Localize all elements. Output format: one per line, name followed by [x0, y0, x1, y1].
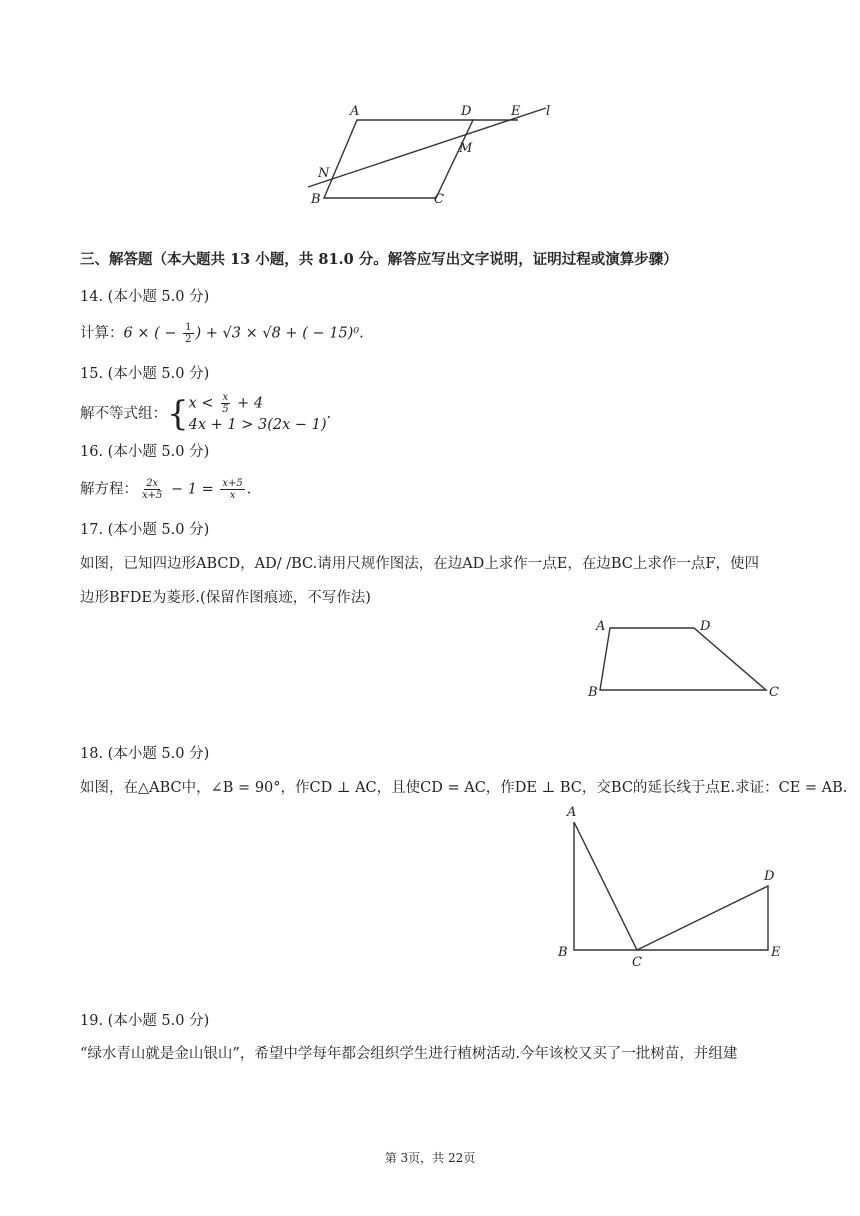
q15-row2: 4x + 1 > 3(2x − 1) [188, 417, 327, 433]
label-D: D [764, 869, 775, 884]
q16-body [80, 478, 251, 501]
q18-line1: 如图，在△ABC中，∠B = 90°，作CD ⊥ AC，且使CD = AC，作DE ⊥ BC，交BC的延长线于点E.求证：CE = AB. [80, 780, 848, 796]
heading-mid: 小题，共 [250, 251, 319, 268]
figure-trapezoid [584, 613, 784, 703]
label-C: C [769, 685, 779, 700]
q14-part2: ) + √3 × √8 + ( − 15)⁰. [195, 325, 364, 342]
label-A: A [567, 805, 577, 820]
q15-row1-den: 5 [222, 404, 229, 415]
label-A: A [596, 619, 606, 634]
section-heading [80, 250, 678, 270]
q16-lhs-num: 2x [146, 478, 159, 489]
figure-triangles [550, 800, 790, 970]
q16-rhs-num: x+5 [222, 478, 243, 489]
label-B: B [588, 685, 598, 700]
figure-parallelogram-line [300, 100, 570, 210]
q16-header: 16. (本小题 5.0 分) [80, 444, 210, 460]
q16-prefix: 解方程： [80, 481, 138, 498]
q19-line1: “绿水青山就是金山银山”，希望中学每年都会组织学生进行植树活动.今年该校又买了一批树苗，并组建 [80, 1046, 738, 1062]
label-M: M [459, 141, 473, 156]
q15-row1-b: + 4 [232, 395, 264, 412]
q14-header: 14. (本小题 5.0 分) [80, 289, 210, 305]
q17-line2: 边形BFDE为菱形.(保留作图痕迹，不写作法) [80, 590, 371, 606]
q14-fraction [183, 322, 193, 345]
q16-rhs-frac [220, 478, 244, 501]
label-C: C [434, 192, 444, 207]
q15-period: . [326, 406, 332, 422]
label-l: l [546, 104, 551, 119]
q18-header: 18. (本小题 5.0 分) [80, 746, 210, 762]
label-E: E [511, 104, 521, 119]
label-E: E [771, 945, 781, 960]
q17-line1: 如图，已知四边形ABCD，AD/ /BC.请用尺规作图法，在边AD上求作一点E，在边BC上求作一点F，使四 [80, 556, 759, 572]
q16-mid: − 1 = [166, 481, 219, 498]
q15-body [80, 392, 331, 436]
label-N: N [318, 166, 330, 181]
q16-period: . [246, 481, 252, 498]
q15-row1-a: x < [188, 395, 219, 412]
q15-row1-num: x [222, 392, 229, 403]
q14-prefix: 计算： [80, 325, 124, 342]
q14-frac-den: 2 [185, 334, 192, 345]
page-footer: 第 3页，共 22页 [384, 1151, 476, 1165]
q16-lhs-den: x+5 [142, 490, 163, 501]
q17-header: 17. (本小题 5.0 分) [80, 522, 210, 538]
q15-prefix: 解不等式组： [80, 406, 167, 422]
q16-lhs-frac [140, 478, 164, 501]
heading-prefix: 三、解答题（本大题共 [80, 251, 231, 268]
q14-frac-num: 1 [185, 322, 192, 333]
q15-row1-frac [220, 392, 230, 415]
q15-header: 15. (本小题 5.0 分) [80, 366, 210, 382]
label-D: D [461, 104, 472, 119]
label-B: B [558, 945, 568, 960]
label-B: B [311, 192, 321, 207]
label-A: A [350, 104, 360, 119]
heading-count: 13 [230, 251, 251, 268]
q19-header: 19. (本小题 5.0 分) [80, 1013, 210, 1029]
q15-row1 [189, 392, 327, 415]
heading-score: 81.0 [318, 251, 354, 268]
label-D: D [700, 619, 711, 634]
heading-suffix: 分。解答应写出文字说明，证明过程或演算步骤） [353, 251, 678, 268]
q14-part1: 6 × ( − [123, 325, 182, 342]
label-C: C [632, 955, 642, 970]
q15-brace: { [167, 394, 189, 434]
q15-system [189, 392, 327, 436]
q16-rhs-den: x [229, 490, 236, 501]
q14-body [80, 322, 364, 345]
